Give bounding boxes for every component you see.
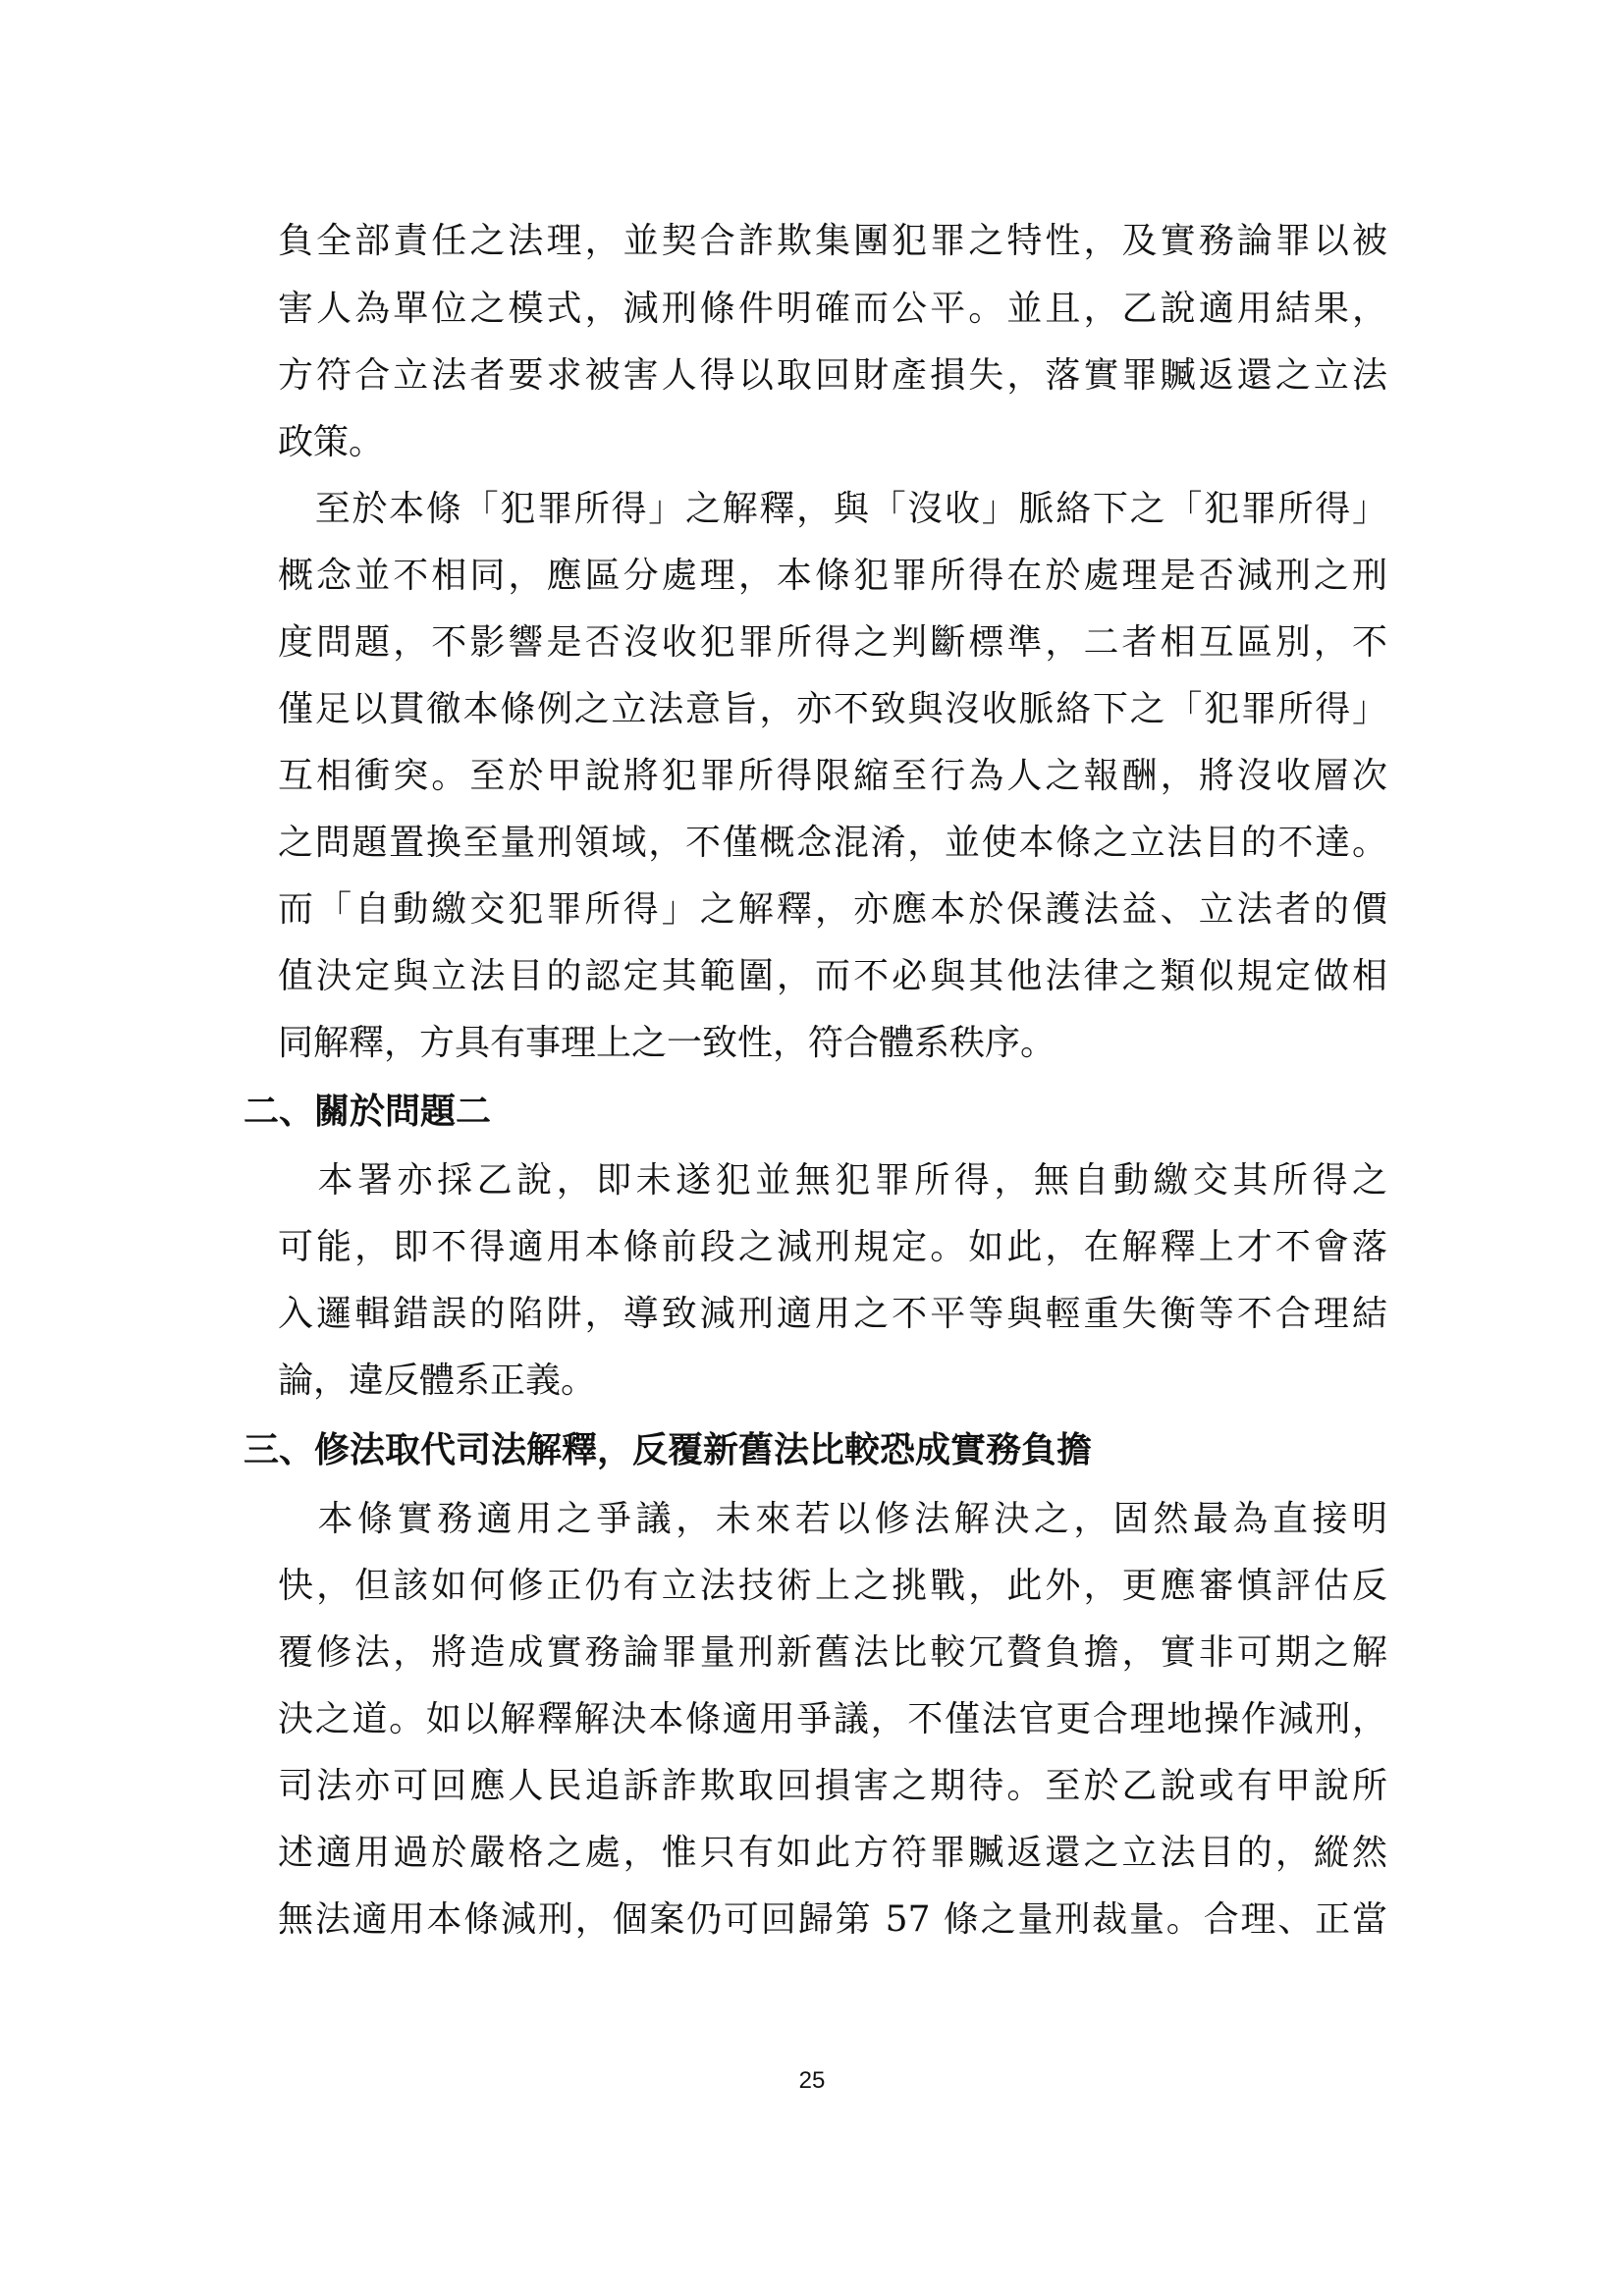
paragraph-line: 可能，即不得適用本條前段之減刑規定。如此，在解釋上才不會落 xyxy=(278,1227,1387,1267)
paragraph-line: 無法適用本條減刑，個案仍可回歸第 57 條之量刑裁量。合理、正當 xyxy=(278,1899,1387,1940)
paragraph-line: 本署亦採乙說，即未遂犯並無犯罪所得，無自動繳交其所得之 xyxy=(278,1160,1387,1201)
paragraph-line: 而「自動繳交犯罪所得」之解釋，亦應本於保護法益、立法者的價 xyxy=(278,889,1387,930)
paragraph-line: 害人為單位之模式，減刑條件明確而公平。並且，乙說適用結果， xyxy=(278,289,1387,329)
paragraph-line: 述適用過於嚴格之處，惟只有如此方符罪贓返還之立法目的，縱然 xyxy=(278,1833,1387,1873)
paragraph-line: 之問題置換至量刑領域，不僅概念混淆，並使本條之立法目的不達。 xyxy=(278,823,1387,863)
section-heading: 三、修法取代司法解釋，反覆新舊法比較恐成實務負擔 xyxy=(244,1430,1093,1470)
paragraph-line: 方符合立法者要求被害人得以取回財產損失，落實罪贓返還之立法 xyxy=(278,355,1387,396)
paragraph-line: 度問題，不影響是否沒收犯罪所得之判斷標準，二者相互區別，不 xyxy=(278,622,1387,663)
paragraph-line: 負全部責任之法理，並契合詐欺集團犯罪之特性，及實務論罪以被 xyxy=(278,221,1387,261)
paragraph-line: 覆修法，將造成實務論罪量刑新舊法比較冗贅負擔，實非可期之解 xyxy=(278,1632,1387,1673)
paragraph-line: 論，違反體系正義。 xyxy=(278,1361,597,1401)
paragraph-line: 政策。 xyxy=(278,422,385,462)
paragraph-line: 司法亦可回應人民追訴詐欺取回損害之期待。至於乙說或有甲說所 xyxy=(278,1766,1387,1806)
page-number: 25 xyxy=(798,2067,826,2094)
paragraph-line: 快，但該如何修正仍有立法技術上之挑戰，此外，更應審慎評估反 xyxy=(278,1566,1387,1606)
paragraph-line: 僅足以貫徹本條例之立法意旨，亦不致與沒收脈絡下之「犯罪所得」 xyxy=(278,689,1387,729)
paragraph-line: 值決定與立法目的認定其範圍，而不必與其他法律之類似規定做相 xyxy=(278,956,1387,996)
paragraph-line: 互相衝突。至於甲說將犯罪所得限縮至行為人之報酬，將沒收層次 xyxy=(278,756,1387,796)
section-heading: 二、關於問題二 xyxy=(244,1092,492,1132)
paragraph-line: 決之道。如以解釋解決本條適用爭議，不僅法官更合理地操作減刑， xyxy=(278,1699,1387,1739)
paragraph-line: 概念並不相同，應區分處理，本條犯罪所得在於處理是否減刑之刑 xyxy=(278,556,1387,596)
paragraph-line: 本條實務適用之爭議，未來若以修法解決之，固然最為直接明 xyxy=(278,1499,1387,1539)
paragraph-line: 至於本條「犯罪所得」之解釋，與「沒收」脈絡下之「犯罪所得」 xyxy=(278,489,1387,529)
paragraph-line: 同解釋，方具有事理上之一致性，符合體系秩序。 xyxy=(278,1023,1056,1063)
paragraph-line: 入邏輯錯誤的陷阱，導致減刑適用之不平等與輕重失衡等不合理結 xyxy=(278,1294,1387,1334)
